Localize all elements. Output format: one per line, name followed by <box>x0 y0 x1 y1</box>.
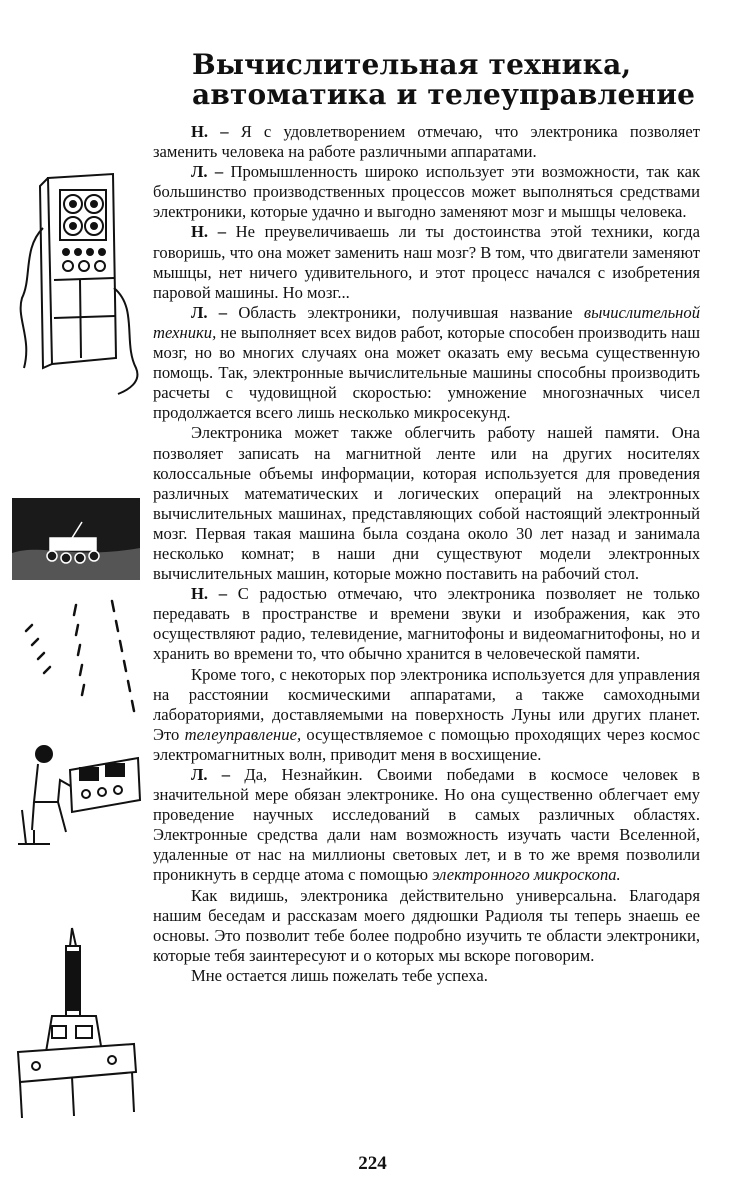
speaker-label: Л. – <box>191 302 228 322</box>
paragraph <box>153 423 700 584</box>
page-number: 224 <box>358 1153 387 1174</box>
italic-term: вычислительной техники, <box>153 302 700 342</box>
text-segment: Промышленность широко использует эти возможности, так как большинство производственных процессов может выполняться средствами электроники, которые удачно и выгодно заменяют мозг и мышцы человека. <box>153 162 700 222</box>
text-segment: Область электроники, получившая название <box>227 302 584 322</box>
text-segment: Мне остается лишь пожелать тебе успеха. <box>191 965 488 985</box>
page-title-line-2: автоматика и телеуправление <box>192 78 696 111</box>
paragraph <box>153 966 700 986</box>
speaker-label: Н. – <box>191 584 228 604</box>
page-title-line-1: Вычислительная техника, <box>192 48 632 81</box>
paragraph <box>153 303 700 424</box>
paragraph <box>153 122 700 162</box>
speaker-label: Л. – <box>191 162 224 182</box>
paragraph <box>153 162 700 222</box>
speaker-label: Н. – <box>191 222 226 242</box>
paragraph <box>153 222 700 302</box>
electron-microscope-illustration <box>12 922 140 1122</box>
italic-term: телеуправление, <box>184 724 302 744</box>
radio-waves-illustration <box>12 595 142 735</box>
text-segment: Электроника может также облегчить работу нашей памяти. Она позволяет записать на магнитной ленте или на других носителях колоссальные объемы информации, которая используется для проведения различных математических и логических операций на электронных вычислительных машинах, представляющих собой настоящий электронный мозг. Первая такая машина была создана около 30 лет назад и занимала несколько комнат; в наши дни существуют модели электронных вычислительных машин, которые можно поставить на рабочий стол. <box>153 423 700 584</box>
paragraph <box>153 886 700 966</box>
lunar-rover-illustration <box>12 498 140 580</box>
speaker-label: Н. – <box>191 122 229 141</box>
text-segment: Кроме того, с некоторых пор электроника используется для управления на расстоянии космическими аппаратами, а также самоходными лабораториями, доставляемыми на поверхность Луны или других планет. Это <box>153 664 700 744</box>
paragraph <box>153 584 700 664</box>
text-segment: не выполняет всех видов работ, которые способен производить наш мозг, но во многих случаях она может оказать ему весьма существенную помощь. Так, электронные вычислительные машины способны производить расчеты с чудовищной скоростью: умножение многозначных чисел продолжается всего лишь несколько микросекунд. <box>153 322 700 423</box>
control-operator-illustration <box>14 740 142 855</box>
body-text <box>153 122 700 986</box>
text-segment: Я с удовлетворением отмечаю, что электроника позволяет заменить человека на работе различными аппаратами. <box>153 122 700 162</box>
speaker-label: Л. – <box>191 765 231 784</box>
paragraph <box>153 765 700 886</box>
text-segment: Не преувеличиваешь ли ты достоинства этой техники, когда говоришь, что она может заменить наш мозг? В том, что двигатели заменяют мышцы, нет ничего удивительного, и этот процесс начался с изобретения паровой машины. Но мозг... <box>153 222 700 302</box>
text-segment: С радостью отмечаю, что электроника позволяет не только передавать в пространстве и времени звуки и изображения, как это осуществляют радио, телевидение, магнитофоны и видеомагнитофоны, но и хранить во времени то, что обычно хранится в человеческой памяти. <box>153 584 700 664</box>
paragraph <box>153 665 700 765</box>
text-segment: Да, Незнайкин. Своими победами в космосе человек в значительной мере обязан электронике. Но она существенно облегчает ему проведение научных исследований в самых различных областях. Электронные средства дали нам возможность изучать части Вселенной, удаленные от нас на миллионы световых лет, и в то же время позволили проникнуть в сердце атома с помощью <box>153 765 700 885</box>
text-segment: осуществляемое с помощью проходящих через космос электромагнитных волн, приводит меня в восхищение. <box>153 724 700 764</box>
computer-cabinet-illustration <box>18 168 143 398</box>
page-title <box>192 50 712 110</box>
text-segment: Как видишь, электроника действительно универсальна. Благодаря нашим беседам и рассказам моего дядюшки Радиоля ты теперь знаешь ее основы. Это позволит тебе более подробно изучить те области электроники, которые тебя заинтересуют и о которых мы вскоре поговорим. <box>153 885 700 965</box>
italic-term: электронного микроскопа. <box>432 865 621 885</box>
